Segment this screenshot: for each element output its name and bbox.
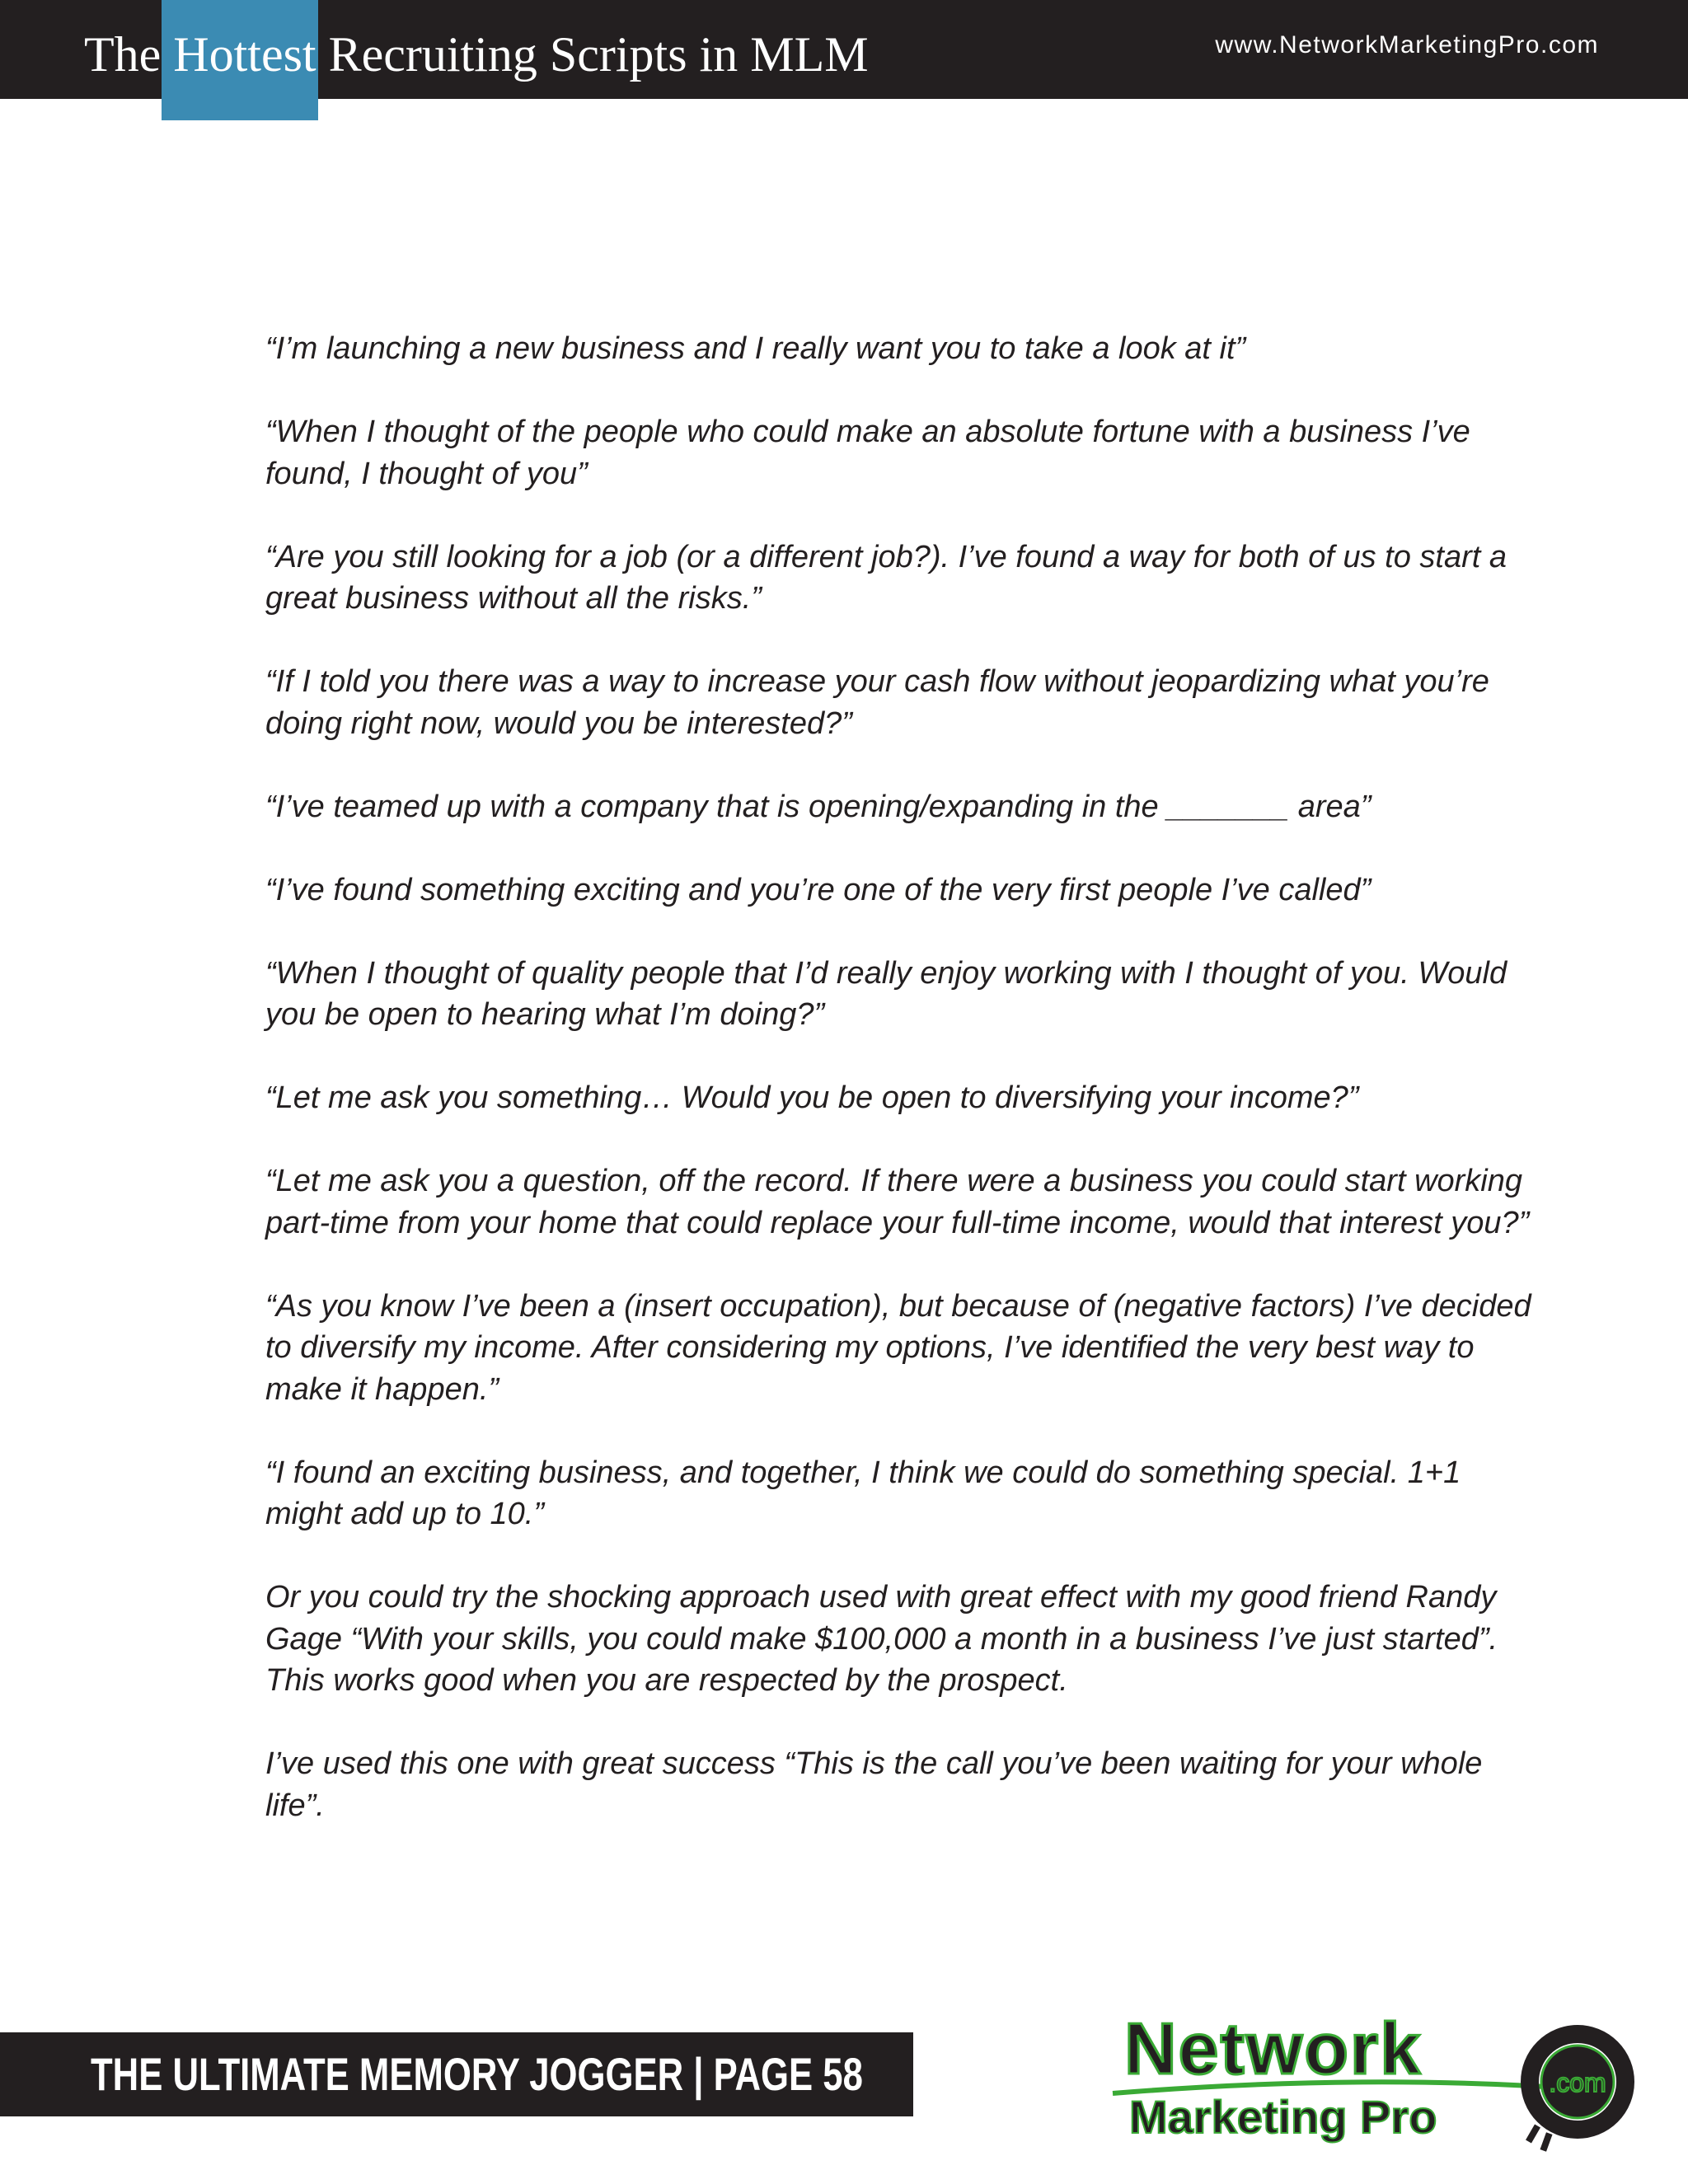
header-url: www.NetworkMarketingPro.com — [1215, 31, 1599, 59]
title-suffix: Recruiting Scripts in MLM — [328, 27, 869, 82]
footer-page-label: THE ULTIMATE MEMORY JOGGER | PAGE 58 — [91, 2048, 863, 2100]
script-item: Or you could try the shocking approach used with great effect with my good friend Randy Gage “With your skills, you could make $100,000 a month in a business I’ve just started”. This works good when you are respected by the prospect. — [265, 1580, 1498, 1698]
title-highlight: Hottest — [173, 27, 316, 82]
script-item: “As you know I’ve been a (insert occupation), but because of (negative factors) I’ve decided to diversify my income. After considering my options, I’ve identified the very best way to make it happen.” — [265, 1288, 1531, 1407]
logo-badge-text: .com — [1549, 2068, 1606, 2097]
script-item: “I found an exciting business, and together, I think we could do something special. 1+1 might add up to 10.” — [265, 1455, 1461, 1531]
scripts-list — [265, 328, 1535, 1868]
script-item: I’ve used this one with great success “This is the call you’ve been waiting for your whole life”. — [265, 1746, 1483, 1823]
script-item: “I’m launching a new business and I really want you to take a look at it” — [265, 331, 1246, 366]
script-item: “Are you still looking for a job (or a different job?). I’ve found a way for both of us to start a great business without all the risks.” — [265, 539, 1507, 616]
logo-line2: Marketing Pro — [1129, 2091, 1437, 2143]
network-marketing-pro-logo — [1109, 2009, 1645, 2166]
title-prefix: The — [84, 27, 162, 82]
script-item: “Let me ask you a question, off the record. If there were a business you could start working part-time from your home that could replace your full-time income, would that interest you?” — [265, 1164, 1530, 1240]
script-item: “If I told you there was a way to increase your cash flow without jeopardizing what you’re doing right now, would you be interested?” — [265, 664, 1489, 741]
script-item: “Let me ask you something… Would you be open to diversifying your income?” — [265, 1080, 1359, 1115]
script-item: “I’ve teamed up with a company that is opening/expanding in the _______ area” — [265, 789, 1372, 824]
page-header-title — [84, 21, 869, 87]
script-item: “I’ve found something exciting and you’re one of the very first people I’ve called” — [265, 872, 1372, 907]
script-item: “When I thought of the people who could make an absolute fortune with a business I’ve found, I thought of you” — [265, 415, 1470, 491]
script-item: “When I thought of quality people that I’d really enjoy working with I thought of you. Would you be open to hearing what I’m doing?” — [265, 955, 1507, 1032]
logo-line1: Network — [1124, 2009, 1423, 2089]
